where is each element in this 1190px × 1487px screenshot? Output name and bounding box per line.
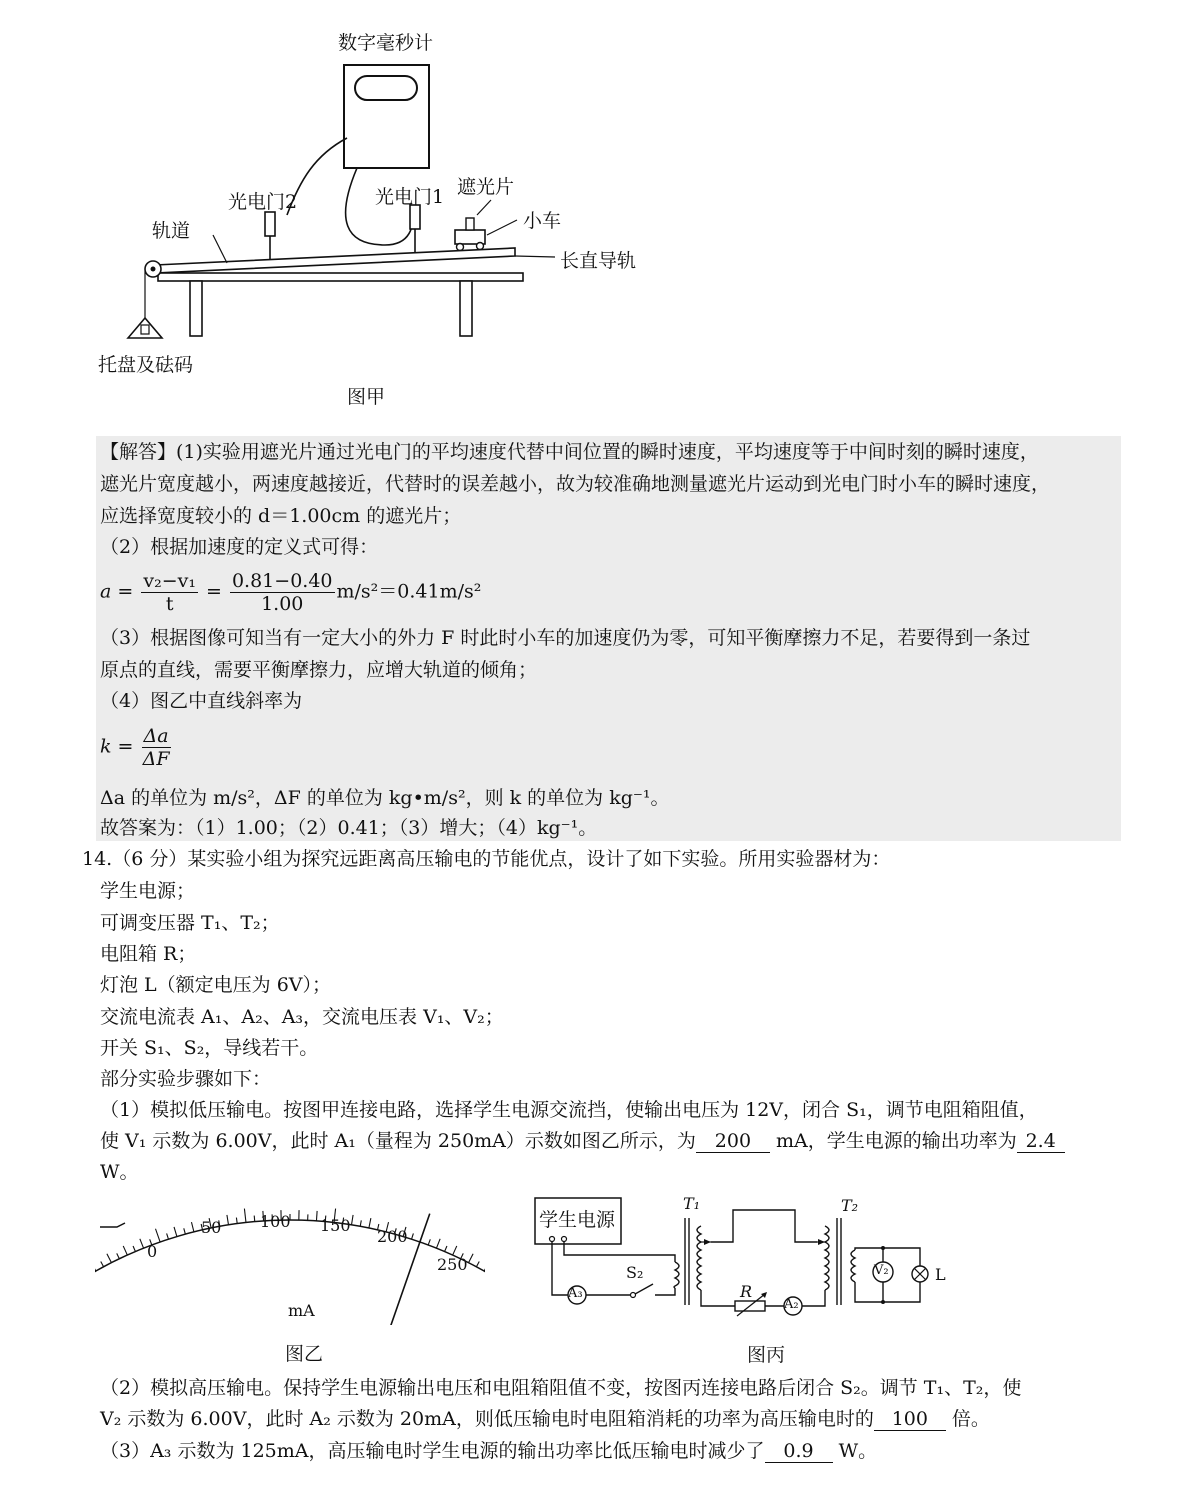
equipment-item: 电阻箱 R； <box>100 943 197 965</box>
meter-tick <box>174 1227 177 1237</box>
figure-caption: 图乙 <box>285 1343 324 1365</box>
meter-tick <box>445 1246 447 1252</box>
meter-tick <box>360 1220 361 1226</box>
answer-line: Δa 的单位为 m/s²，ΔF 的单位为 kg•m/s²，则 k 的单位为 kg⁻¹。 <box>100 787 670 809</box>
answer-line: （3）根据图像可知当有一定大小的外力 F 时此时小车的加速度仍为零，可知平衡摩擦力不足，若要得到一条过 <box>100 627 1031 649</box>
answer-line: 【解答】(1)实验用遮光片通过光电门的平均速度代替中间位置的瞬时速度，平均速度等于中间时刻的瞬时速度， <box>100 441 1039 463</box>
a3-label: A₃ <box>568 1286 583 1301</box>
s2-label: S₂ <box>626 1263 644 1282</box>
answer-blank: 2.4 <box>1017 1130 1065 1153</box>
meter-tick <box>254 1216 255 1222</box>
tick-label-250: 250 <box>437 1255 468 1274</box>
meter-tick <box>244 1209 246 1223</box>
t2-label: T₂ <box>841 1196 859 1215</box>
v2-label: V₂ <box>874 1263 889 1278</box>
meter-tick <box>236 1218 237 1224</box>
step1-line: W。 <box>100 1161 139 1183</box>
meter-tick <box>412 1233 414 1239</box>
equipment-item: 部分实验步骤如下： <box>100 1068 272 1090</box>
tick-label-50: 50 <box>201 1218 222 1237</box>
equation-acceleration: a = $\frac{\text{v₂−v₁}}{t}$ = $\frac{0.81-0.40}{1.00}$ m/s²＝0.41m/s² <box>100 570 482 615</box>
timer-label: 数字毫秒计 <box>338 32 434 54</box>
tick-label-150: 150 <box>320 1216 351 1235</box>
figure-caption: 图丙 <box>747 1344 786 1366</box>
t1-label: T₁ <box>683 1194 701 1213</box>
meter-tick <box>316 1211 317 1221</box>
gate1-label: 光电门1 <box>375 186 445 208</box>
equipment-item: 交流电流表 A₁、A₂、A₃，交流电压表 V₁、V₂； <box>100 1006 504 1028</box>
tick-label-100: 100 <box>260 1212 291 1231</box>
shade-label: 遮光片 <box>457 176 515 198</box>
tick-label-0: 0 <box>147 1242 158 1261</box>
meter-tick <box>140 1239 144 1248</box>
meter-tick <box>95 1262 96 1271</box>
equipment-item: 灯泡 L（额定电压为 6V）； <box>100 974 332 996</box>
answer-line: （2）根据加速度的定义式可得： <box>100 536 379 558</box>
meter-tick <box>133 1246 135 1252</box>
step3-line: （3）A₃ 示数为 125mA，高压输电时学生电源的输出功率比低压输电时减少了 0.9 W。 <box>100 1440 878 1462</box>
equipment-item: 开关 S₁、S₂，导线若干。 <box>100 1037 319 1059</box>
step2-line: （2）模拟高压输电。保持学生电源输出电压和电阻箱阻值不变，按图丙连接电路后闭合 S₂。调节 T₁、T₂，使 <box>100 1377 1022 1399</box>
tray-label: 托盘及砝码 <box>98 354 194 376</box>
track-label: 轨道 <box>152 220 191 242</box>
meter-tick <box>352 1215 354 1225</box>
cart-label: 小车 <box>523 210 562 232</box>
meter-tick <box>117 1253 120 1258</box>
step2-line: V₂ 示数为 6.00V，此时 A₂ 示数为 20mA，则低压输电时电阻箱消耗的功率为高压输电时的 100 倍。 <box>100 1408 990 1430</box>
source-label: 学生电源 <box>539 1209 616 1231</box>
tick-label-200: 200 <box>377 1227 408 1246</box>
meter-unit: mA <box>288 1301 315 1320</box>
meter-tick <box>436 1239 440 1248</box>
figure-caption: 图甲 <box>347 386 386 408</box>
answer-blank: 100 <box>874 1408 946 1431</box>
figure-bing <box>525 1190 965 1365</box>
step1-line: 使 V₁ 示数为 6.00V，此时 A₁（量程为 250mA）示数如图乙所示，为 200 mA，学生电源的输出功率为 2.4 <box>100 1126 1065 1156</box>
step1-line: （1）模拟低压输电。按图甲连接电路，选择学生电源交流挡，使输出电压为 12V，闭合 S₁，调节电阻箱阻值， <box>100 1099 1038 1121</box>
meter-tick <box>227 1215 229 1225</box>
answer-line: 故答案为：（1）1.00；（2）0.41；（3）增大；（4）kg⁻¹。 <box>100 817 598 839</box>
question-title: 14.（6 分）某实验小组为探究远距离高压输电的节能优点，设计了如下实验。所用实验器材为： <box>82 848 891 870</box>
gate2-label: 光电门2 <box>228 191 298 213</box>
meter-tick <box>155 1229 160 1242</box>
meter-tick <box>184 1228 186 1234</box>
meter-tick <box>101 1261 104 1266</box>
figure-yi <box>95 1185 485 1365</box>
answer-line: （4）图乙中直线斜率为 <box>100 690 303 712</box>
meter-tick <box>167 1233 169 1239</box>
r-label: R <box>740 1282 753 1301</box>
answer-blank: 0.9 <box>765 1440 833 1463</box>
answer-blank: 200 <box>696 1130 770 1153</box>
meter-tick <box>469 1254 474 1263</box>
meter-tick <box>484 1262 485 1271</box>
meter-tick <box>191 1222 193 1232</box>
meter-tick <box>107 1254 112 1263</box>
rail-label: 长直导轨 <box>560 250 637 272</box>
figure-jia <box>95 20 655 410</box>
equipment-item: 可调变压器 T₁、T₂； <box>100 912 280 934</box>
equation-slope: k = $\frac{\Delta a}{\Delta F}$ <box>100 725 170 770</box>
meter-tick <box>428 1239 430 1245</box>
meter-tick <box>476 1261 479 1266</box>
meter-tick <box>123 1246 127 1255</box>
meter-tick <box>453 1246 457 1255</box>
meter-tick <box>369 1218 371 1228</box>
answer-line: 遮光片宽度越小，两速度越接近，代替时的误差越小，故为较准确地测量遮光片运动到光电门时小车的瞬时速度， <box>100 473 1051 495</box>
equipment-item: 学生电源； <box>100 880 196 902</box>
a2-label: A₂ <box>784 1297 799 1312</box>
answer-line: 原点的直线，需要平衡摩擦力，应增大轨道的倾角； <box>100 659 538 681</box>
l-label: L <box>935 1265 946 1284</box>
answer-line: 应选择宽度较小的 d＝1.00cm 的遮光片； <box>100 505 462 527</box>
